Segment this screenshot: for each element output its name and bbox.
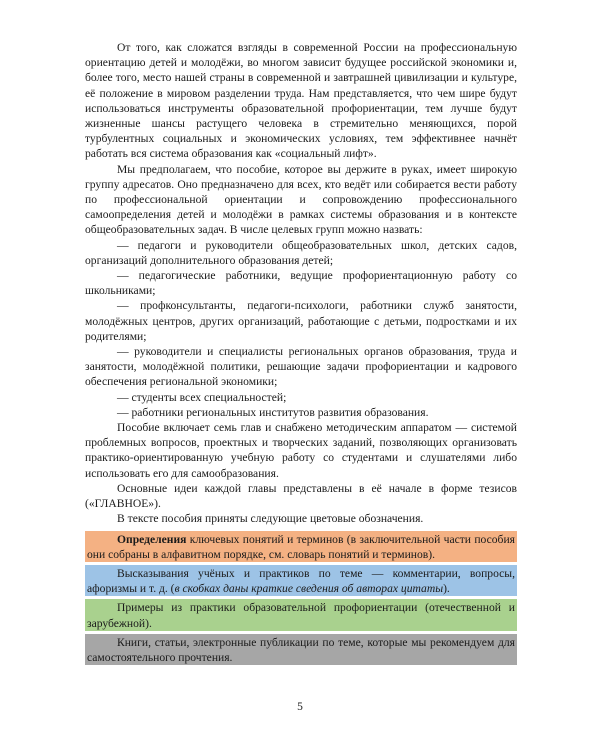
list-item-text: — студенты всех специальностей; <box>117 390 287 404</box>
legend-quotes-end: ). <box>443 582 450 596</box>
paragraph-color-intro: В тексте пособия приняты следующие цветовые обозначения. <box>117 512 424 526</box>
paragraph-theses: Основные идеи каждой главы представлены в её начале в форме тезисов («ГЛАВНОЕ»). <box>85 481 517 511</box>
list-item-text: — педагоги и руководители общеобразовательных школ, детских садов, организаций дополнительного образования детей; <box>85 238 517 267</box>
legend-examples-box <box>85 599 517 630</box>
list-item-text: — педагогические работники, ведущие профориентационную работу со школьниками; <box>85 269 517 298</box>
list-item <box>85 268 517 298</box>
paragraph-audience: Мы предполагаем, что пособие, которое вы держите в руках, имеет широкую группу адресатов. Оно предназначено для всех, кто ведёт или собирается вести работу по профессиональной ориентации и сопровождению профессионального самоопределения детей и молодёжи в рамках системы образования и в контексте общеобразовательных задач. В числе целевых групп можно назвать: <box>85 162 517 237</box>
legend-definitions-box <box>85 531 517 562</box>
list-item <box>85 344 517 390</box>
legend-quotes-text: Высказывания учёных и практиков по теме — комментарии, вопросы, афоризмы и т. д. ( <box>87 566 515 596</box>
list-item <box>85 298 517 344</box>
color-legend <box>85 531 517 666</box>
list-item-text: — руководители и специалисты региональных органов образования, труда и занятости, молодёжной политики, решающие задачи профориентации и кадрового обеспечения региональной экономики; <box>85 345 517 389</box>
legend-quotes-italic: в скобках даны краткие сведения об авторах цитаты <box>174 582 444 596</box>
legend-definitions-text: ключевых понятий и терминов (в заключительной части пособия они собраны в алфавитном порядке, см. словарь понятий и терминов). <box>87 532 515 561</box>
list-item <box>85 405 517 420</box>
legend-books-box <box>85 634 517 665</box>
page-number: 5 <box>297 701 303 713</box>
legend-books-text: Книги, статьи, электронные публикации по теме, которые мы рекомендуем для самостоятельного прочтения. <box>87 635 515 664</box>
list-item <box>85 238 517 268</box>
legend-examples-text: Примеры из практики образовательной профориентации (отечественной и зарубежной). <box>87 601 515 630</box>
legend-definitions-bold: Определения <box>117 532 187 546</box>
paragraph-intro: От того, как сложатся взгляды в современной России на профессиональную ориентацию детей и молодёжи, во многом зависит будущее российской экономики и, более того, место нашей страны в современной и завтрашней цивилизации и культуре, её положение в мировом разделении труда. Нам представляется, что чем шире будут использоваться инструменты образовательной профориентации, тем лучше будут жизненные шансы растущего человека в стремительно меняющихся, порой турбулентных социальных и экономических условиях, тем эффективнее начнёт работать вся система образования как «социальный лифт». <box>85 41 517 161</box>
page-body <box>85 40 517 665</box>
list-item-text: — профконсультанты, педагоги-психологи, работники служб занятости, молодёжных центров, других организаций, работающие с детьми, подростками и их родителями; <box>85 299 517 343</box>
list-item-text: — работники региональных институтов развития образования. <box>117 405 429 419</box>
legend-quotes-box <box>85 565 517 596</box>
paragraph-structure: Пособие включает семь глав и снабжено методическим аппаратом — системой проблемных вопросов, проектных и творческих заданий, позволяющих организовать практико-ориентированную учебную работу со студентами и слушателями либо использовать его для самообразования. <box>85 421 517 480</box>
list-item <box>85 390 517 405</box>
